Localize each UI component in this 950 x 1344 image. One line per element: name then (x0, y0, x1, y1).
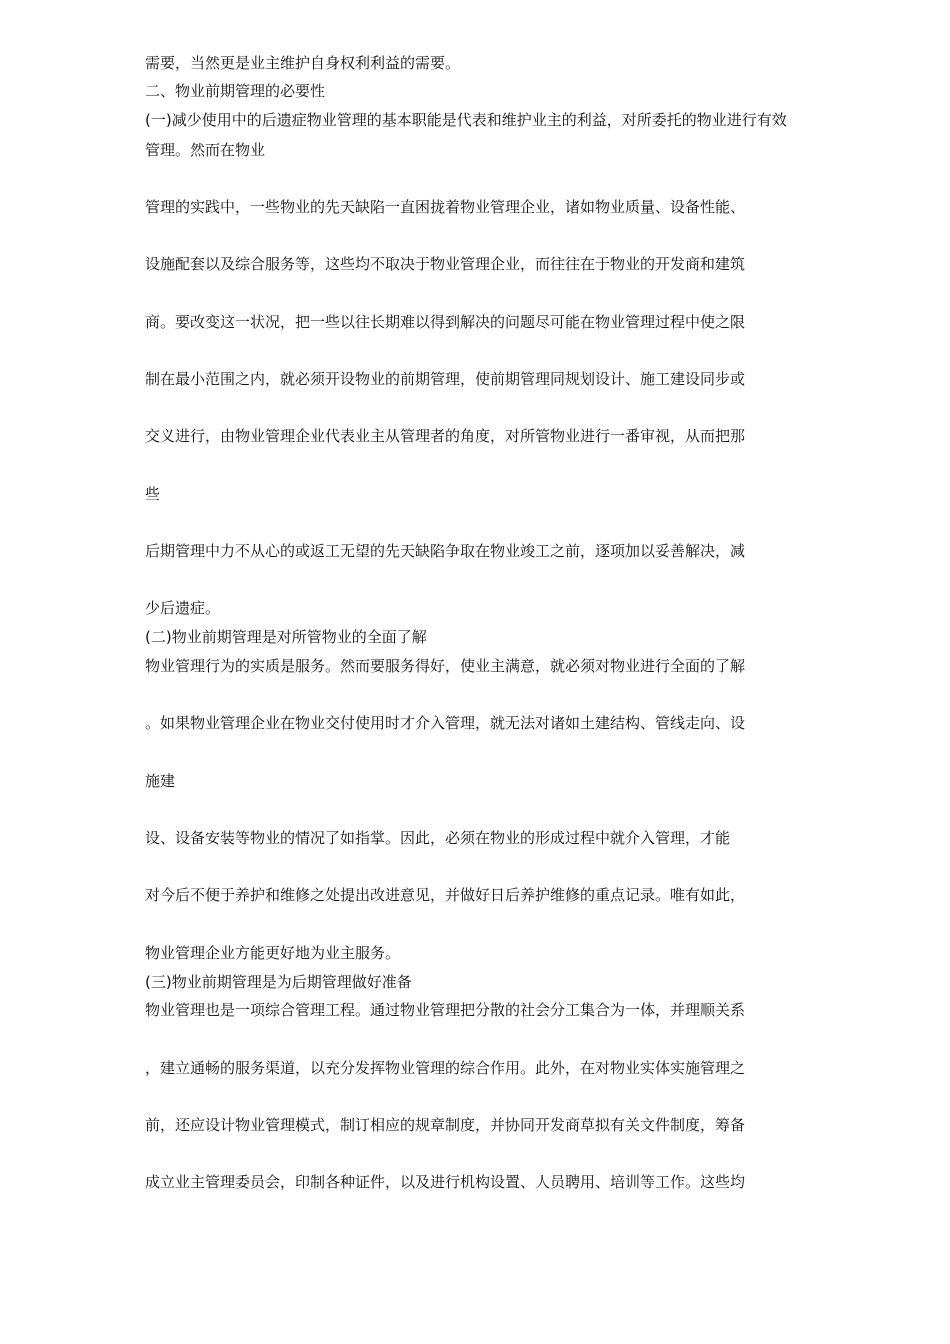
text-line: 少后遗症。 (145, 599, 221, 617)
text-line: 设、设备安装等物业的情况了如指掌。因此，必须在物业的形成过程中就介入管理，才能 (145, 829, 731, 847)
text-line: 物业管理行为的实质是服务。然而要服务得好，使业主满意，就必须对物业进行全面的了解 (145, 657, 746, 675)
text-line: 管理。然而在物业 (145, 141, 266, 159)
text-line: 前，还应设计物业管理模式，制订相应的规章制度，并协同开发商草拟有关文件制度，筹备 (145, 1116, 746, 1134)
subsection-heading: (二)物业前期管理是对所管物业的全面了解 (145, 628, 427, 646)
text-line: 后期管理中力不从心的或返工无望的先天缺陷争取在物业竣工之前，逐项加以妥善解决，减 (145, 542, 746, 560)
section-heading: 二、物业前期管理的必要性 (145, 82, 326, 100)
text-line: 需要，当然更是业主维护自身权利利益的需要。 (145, 54, 461, 72)
text-line: 商。要改变这一状况，把一些以往长期难以得到解决的问题尽可能在物业管理过程中使之限 (145, 313, 746, 331)
text-line: ，建立通畅的服务渠道，以充分发挥物业管理的综合作用。此外，在对物业实体实施管理之 (145, 1059, 746, 1077)
text-line: 成立业主管理委员会，印制各种证件，以及进行机构设置、人员聘用、培训等工作。这些均 (145, 1173, 746, 1191)
text-line: 物业管理企业方能更好地为业主服务。 (145, 944, 401, 962)
text-line: 。如果物业管理企业在物业交付使用时才介入管理，就无法对诸如土建结构、管线走向、设 (145, 714, 746, 732)
text-line: 交义进行，由物业管理企业代表业主从管理者的角度，对所管物业进行一番审视，从而把那 (145, 427, 746, 445)
text-line: 对今后不便于养护和维修之处提出改进意见，并做好日后养护维修的重点记录。唯有如此， (145, 886, 746, 904)
subsection-heading: (三)物业前期管理是为后期管理做好准备 (145, 973, 412, 991)
text-line: 管理的实践中，一些物业的先天缺陷一直困拢着物业管理企业，诸如物业质量、设备性能、 (145, 198, 746, 216)
text-line: 施建 (145, 772, 176, 790)
text-line: 制在最小范围之内，就必须开设物业的前期管理，使前期管理同规划设计、施工建设同步或 (145, 370, 746, 388)
text-line: 设施配套以及综合服务等，这些均不取决于物业管理企业，而往往在于物业的开发商和建筑 (145, 255, 746, 273)
text-line: 些 (145, 485, 161, 503)
subsection-heading: (一)减少使用中的后遗症物业管理的基本职能是代表和维护业主的利益，对所委托的物业进行有效 (145, 111, 787, 129)
text-line: 物业管理也是一项综合管理工程。通过物业管理把分散的社会分工集合为一体，并理顺关系 (145, 1001, 746, 1019)
